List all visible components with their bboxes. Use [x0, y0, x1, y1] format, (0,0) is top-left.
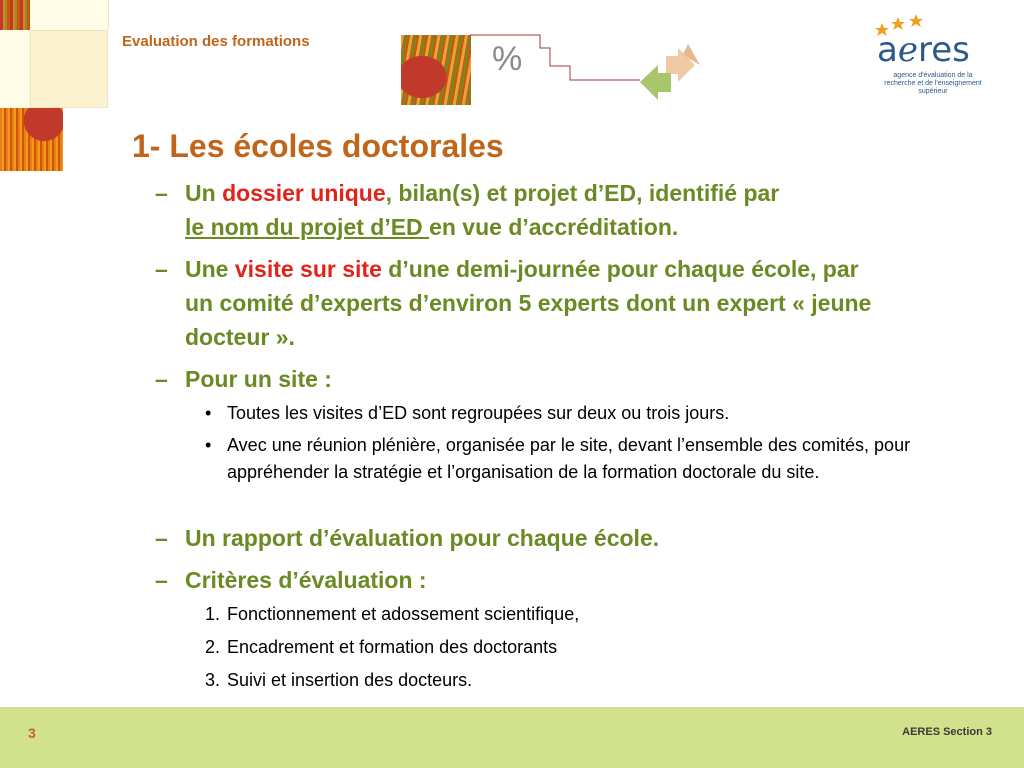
header-photo — [401, 35, 471, 105]
sub-list-item: • Avec une réunion plénière, organisée par le site, devant l’ensemble des comités, pour appréhender la stratégie et l’organisation de la formation doctorale du site. — [227, 432, 917, 486]
star-icon — [891, 17, 905, 30]
decorative-pattern-tile — [0, 108, 63, 171]
highlight-text: dossier unique — [222, 180, 386, 206]
underlined-text: le nom du projet d’ED — [185, 214, 430, 240]
dash-bullet: – — [155, 525, 168, 551]
footer-label: AERES Section 3 — [902, 726, 992, 738]
decorative-tile — [30, 30, 108, 108]
bullet-icon: • — [205, 435, 212, 455]
logo-tagline: agence d'évaluation de la recherche et de l'enseignement supérieur — [884, 72, 982, 95]
page-number: 3 — [28, 725, 36, 741]
list-item: – Un dossier unique, bilan(s) et projet d’ED, identifié par le nom du projet d’ED en vue d’accréditation. — [185, 176, 925, 244]
numbered-item: 1. Fonctionnement et adossement scientifique, — [205, 604, 580, 624]
percent-icon: % — [492, 40, 523, 78]
decorative-tile — [0, 30, 30, 109]
logo-wordmark: aeres — [877, 30, 970, 70]
list-item: – Pour un site : — [185, 362, 332, 396]
decorative-tile — [30, 0, 109, 30]
dash-bullet: – — [155, 567, 168, 593]
dash-bullet: – — [155, 180, 168, 206]
star-icon — [909, 14, 923, 27]
list-item: – Critères d’évaluation : — [185, 563, 427, 597]
slide-title: 1- Les écoles doctorales — [132, 128, 504, 164]
bullet-icon: • — [205, 403, 212, 423]
highlight-text: visite sur site — [234, 256, 382, 282]
list-item: – Un rapport d’évaluation pour chaque école. — [185, 521, 659, 555]
numbered-item: 3. Suivi et insertion des docteurs. — [205, 670, 473, 690]
list-item: – Une visite sur site d’une demi-journée pour chaque école, par un comité d’experts d’environ 5 experts dont un expert « jeune docteur ». — [185, 252, 885, 354]
sub-list-item: • Toutes les visites d’ED sont regroupées sur deux ou trois jours. — [227, 400, 927, 427]
decorative-pattern-tile — [0, 0, 30, 30]
header-title: Evaluation des formations — [122, 33, 310, 50]
dash-bullet: – — [155, 256, 168, 282]
footer-bar — [0, 707, 1024, 768]
dash-bullet: – — [155, 366, 168, 392]
numbered-item: 2. Encadrement et formation des doctorants — [205, 637, 558, 657]
